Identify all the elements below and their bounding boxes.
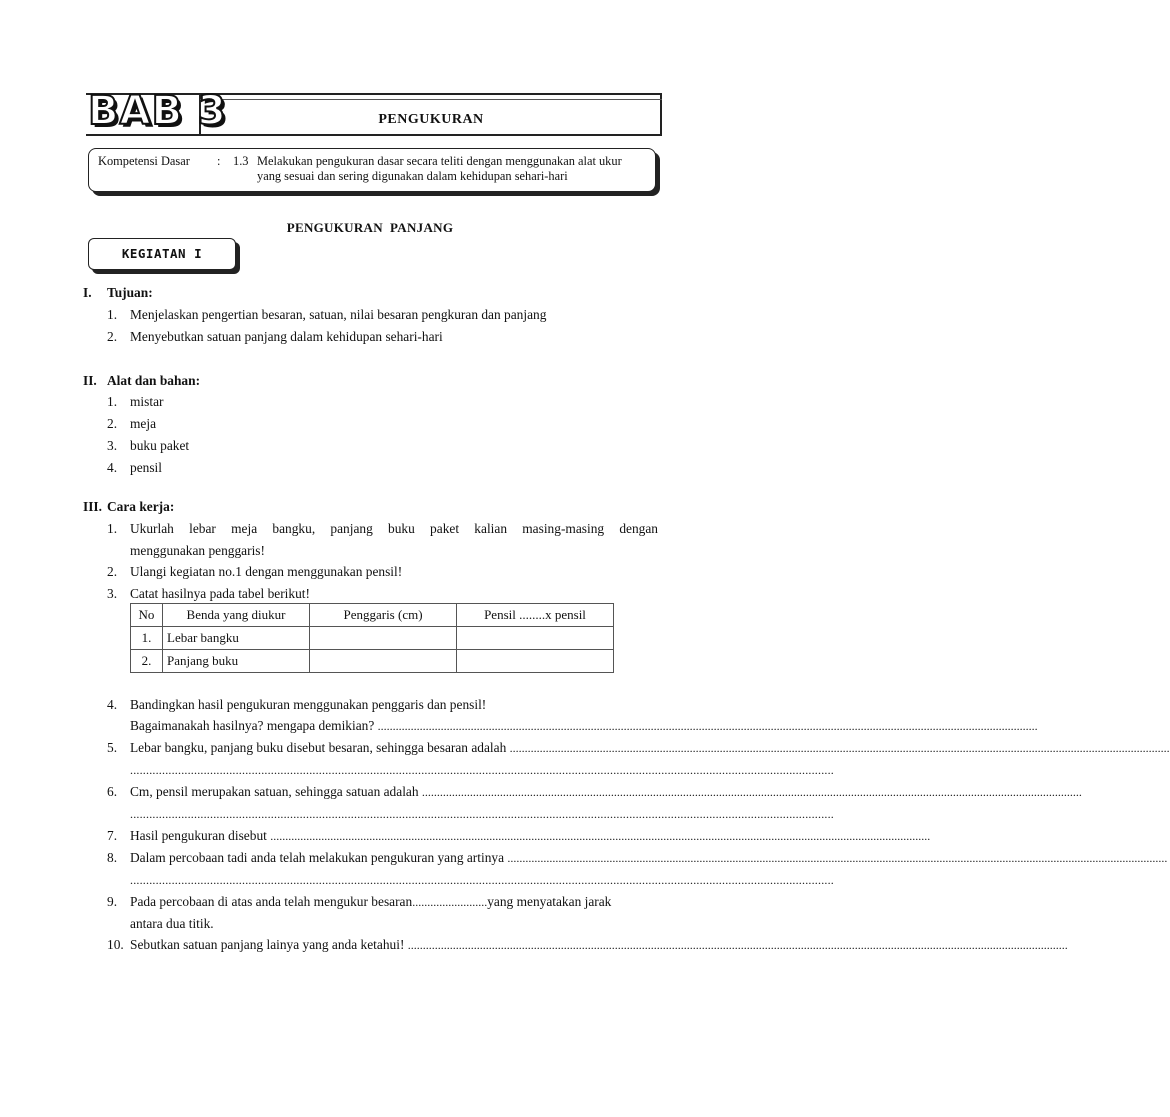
answer-line[interactable]: ............................................................................................................................................................................................................................ [130, 763, 834, 777]
question-4: 4. Bandingkan hasil pengukuran menggunakan penggaris dan pensil! [107, 697, 487, 712]
list-item: 1. mistar [107, 394, 164, 409]
list-item: 3. buku paket [107, 438, 190, 453]
list-item-continuation: menggunakan penggaris! [130, 543, 265, 558]
table-header-cell: Pensil ........x pensil [457, 604, 614, 627]
question-5: 5. Lebar bangku, panjang buku disebut besaran, sehingga besaran adalah ............................................................................................................................................................................................................................ [107, 740, 1170, 755]
section-alat-heading [83, 373, 200, 389]
kompetensi-text-line2: yang sesuai dan sering digunakan dalam kehidupan sehari-hari [257, 169, 568, 183]
chapter-badge: BAB 3 [88, 88, 227, 134]
answer-blank[interactable]: ............................................................................................................................................................................................................................ [507, 851, 1168, 865]
section-cara-heading [83, 499, 174, 515]
section-cara-title: Cara kerja: [107, 499, 175, 514]
table-cell-penggaris[interactable] [310, 650, 457, 673]
list-item: 2. meja [107, 416, 157, 431]
list-item: 1. Ukurlah lebar meja bangku, panjang buku paket kalian masing-masing dengan [107, 521, 658, 536]
table-row [131, 627, 614, 650]
list-item: 4. pensil [107, 460, 162, 475]
answer-line[interactable]: ............................................................................................................................................................................................................................ [130, 873, 834, 887]
question-8: 8. Dalam percobaan tadi anda telah melakukan pengukuran yang artinya ............................................................................................................................................................................................................................ [107, 850, 1168, 865]
list-item: 2. Menyebutkan satuan panjang dalam kehidupan sehari-hari [107, 329, 443, 344]
answer-blank[interactable]: ............................................................................................................................................................................................................................ [377, 719, 1038, 733]
table-cell-no: 2. [131, 650, 163, 673]
question-10: 10. Sebutkan satuan panjang lainya yang anda ketahui! ............................................................................................................................................................................................................................ [107, 937, 1068, 952]
table-header-cell: Penggaris (cm) [310, 604, 457, 627]
kompetensi-number: 1.3 [233, 154, 249, 168]
table-cell-no: 1. [131, 627, 163, 650]
results-table [130, 603, 614, 673]
section-tujuan-num: I. [83, 285, 92, 300]
question-9: 9. Pada percobaan di atas anda telah mengukur besaran.........................yang menyatakan jarak [107, 894, 612, 909]
table-cell-benda: Lebar bangku [163, 627, 310, 650]
section-tujuan-title: Tujuan: [107, 285, 153, 300]
chapter-title: PENGUKURAN [378, 112, 484, 127]
question-7: 7. Hasil pengukuran disebut ............................................................................................................................................................................................................................ [107, 828, 931, 843]
section-subtitle-wrap [0, 220, 728, 236]
list-item: 3. Catat hasilnya pada tabel berikut! [107, 586, 310, 601]
answer-blank[interactable]: ............................................................................................................................................................................................................................ [421, 785, 1082, 799]
header-bottom-rule [86, 134, 662, 136]
table-cell-benda: Panjang buku [163, 650, 310, 673]
question-9-line2: antara dua titik. [130, 916, 214, 931]
table-row [131, 650, 614, 673]
section-alat-title: Alat dan bahan: [107, 373, 201, 388]
list-item: 2. Ulangi kegiatan no.1 dengan menggunakan pensil! [107, 564, 403, 579]
answer-blank[interactable]: ............................................................................................................................................................................................................................ [509, 741, 1170, 755]
table-header-cell: No [131, 604, 163, 627]
question-6: 6. Cm, pensil merupakan satuan, sehingga satuan adalah ............................................................................................................................................................................................................................ [107, 784, 1082, 799]
table-cell-pensil[interactable] [457, 627, 614, 650]
section-subtitle: PENGUKURAN PANJANG [286, 220, 454, 235]
kegiatan-label: KEGIATAN I [121, 246, 203, 261]
section-alat-num: II. [83, 373, 97, 388]
section-tujuan-heading [83, 285, 153, 301]
table-cell-pensil[interactable] [457, 650, 614, 673]
kompetensi-text-line1: Melakukan pengukuran dasar secara teliti dengan menggunakan alat ukur [257, 154, 622, 168]
table-header-row [131, 604, 614, 627]
answer-blank[interactable]: ......................... [412, 895, 488, 909]
kompetensi-label: Kompetensi Dasar [98, 154, 190, 168]
kompetensi-colon: : [217, 154, 221, 168]
answer-blank[interactable]: ............................................................................................................................................................................................................................ [407, 938, 1068, 952]
table-cell-penggaris[interactable] [310, 627, 457, 650]
section-cara-num: III. [83, 499, 102, 514]
kegiatan-box [88, 238, 236, 270]
answer-blank[interactable]: ............................................................................................................................................................................................................................ [270, 829, 931, 843]
answer-line[interactable]: ............................................................................................................................................................................................................................ [130, 807, 834, 821]
list-item: 1. Menjelaskan pengertian besaran, satuan, nilai besaran pengkuran dan panjang [107, 307, 547, 322]
header-inner-rule [200, 99, 662, 100]
question-4-line2: Bagaimanakah hasilnya? mengapa demikian? ............................................................................................................................................................................................................................ [130, 718, 1038, 733]
table-header-cell: Benda yang diukur [163, 604, 310, 627]
